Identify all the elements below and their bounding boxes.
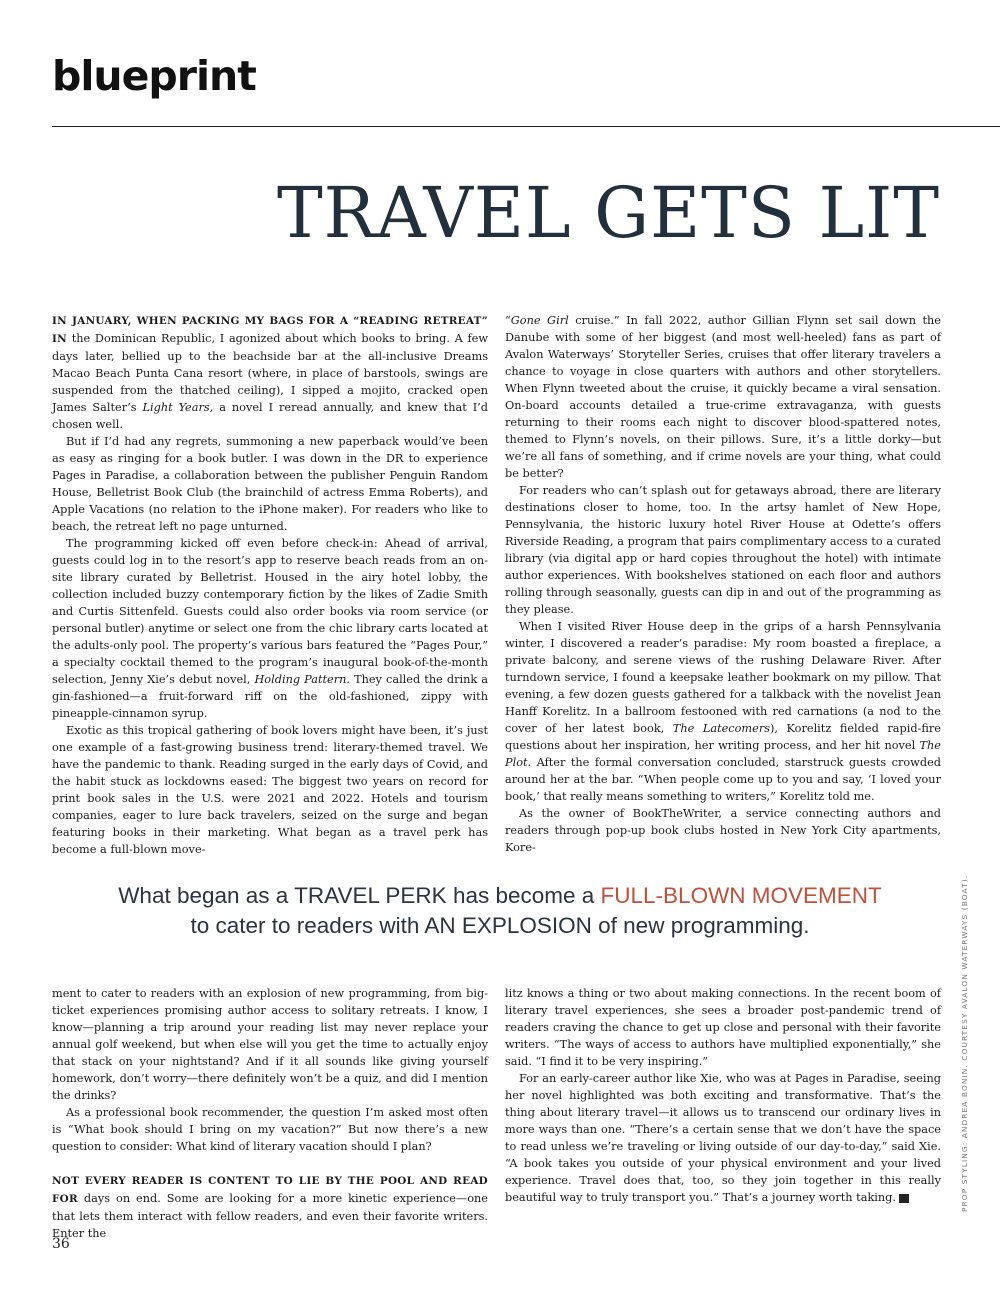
paragraph: NOT EVERY READER IS CONTENT TO LIE BY THE POOL AND READ FOR days on end. Some are looking for a more kinetic experience—one that lets them interact with fellow readers, and even their favorite writers. Enter the (52, 1175, 488, 1240)
paragraph: The programming kicked off even before check-in: Ahead of arrival, guests could log in to the resort’s app to reserve beach reads from an on-site library curated by Belletrist. Housed in the airy hotel lobby, the collection included buzzy contemporary fiction by the likes of Zadie Smith and Curtis Sittenfeld. Guests could also order books via room service (or personal butler) anytime or select one from the chic library carts located at the adults-only pool. The property’s various bars featured the “Pages Pour,” a specialty cocktail themed to the program’s inaugural book-of-the-month selection, Jenny Xie’s debut novel, Holding Pattern. They called the drink a gin-fashioned—a fruit-forward riff on the old-fashioned, zippy with pineapple-cinnamon syrup. (52, 537, 489, 720)
paragraph: When I visited River House deep in the grips of a harsh Pennsylvania winter, I discovered a reader’s paradise: My room boasted a fireplace, a private balcony, and serene views of the rushing Delaware River. After turndown service, I found a keepsake leather bookmark on my pillow. That evening, a few dozen guests gathered for a talkback with the novelist Jean Hanff Korelitz. In a ballroom festooned with red carnations (a nod to the cover of her latest book, The Latecomers), Korelitz fielded rapid-fire questions about her inspiration, her writing process, and her hit novel The Plot. After the formal conversation concluded, starstruck guests crowded around her at the bar. “When people come up to you and say, ‘I loved your book,’ that really means something to writers,” Korelitz told me. (505, 620, 941, 803)
end-mark-icon: C (899, 1194, 909, 1203)
header-rule (52, 126, 1000, 127)
lead-in: NOT EVERY READER IS CONTENT TO LIE BY THE POOL AND READ FOR (52, 1175, 488, 1205)
section-label: blueprint (52, 52, 256, 100)
paragraph: IN JANUARY, WHEN PACKING MY BAGS FOR A “READING RETREAT” IN the Dominican Republic, I agonized about which books to bring. A few days later, bellied up to the beachside bar at the all-inclusive Dreams Macao Beach Punta Cana resort (where, in place of barstools, swings are suspended from the thatched ceiling), I sipped a mojito, cracked open James Salter’s Light Years, a novel I reread annually, and knew that I’d chosen well. (52, 315, 489, 431)
paragraph: For readers who can’t splash out for getaways abroad, there are literary destinations closer to home, too. In the artsy hamlet of New Hope, Pennsylvania, the historic luxury hotel River House at Odette’s offers Riverside Reading, a program that pairs complimentary access to a curated library (via digital app or hard copies throughout the hotel) with intimate author experiences. With bookshelves stationed on each floor and authors rolling through seasonally, guests can dip in and out of the programming as they please. (505, 484, 941, 616)
photo-credit: PROP STYLING: ANDREA BONIN. COURTESY AVALON WATERWAYS (BOAT). (960, 874, 969, 1212)
column-2-top (505, 312, 941, 856)
pull-quote-accent: FULL-BLOWN MOVEMENT (600, 883, 882, 908)
paragraph: ment to cater to readers with an explosion of new programming, from big-ticket experiences promising author access to solitary retreats. I know, I know—planning a trip around your reading list may never replace your annual golf weekend, but when else will you get the time to actually enjoy that stack on your nightstand? And if it all sounds like giving yourself homework, don’t worry—there definitely won’t be a quiz, and did I mention the drinks? (52, 987, 488, 1102)
lead-in: IN JANUARY, WHEN PACKING MY BAGS FOR A “READING RETREAT” IN (52, 315, 488, 345)
paragraph: “Gone Girl cruise.” In fall 2022, author Gillian Flynn set sail down the Danube with some of her biggest (and most well-heeled) fans as part of Avalon Waterways’ Storyteller Series, cruises that offer literary travelers a chance to voyage in close quarters with authors and other storytellers. When Flynn tweeted about the cruise, it quickly became a viral sensation. On-board accounts detailed a true-crime extravaganza, with guests returning to their rooms each night to discover blood-spattered notes, themed to Flynn’s novels, on their pillows. Sure, it’s a little dorky—but we’re all fans of something, and if crime novels are your thing, what could be better? (505, 314, 941, 480)
paragraph: For an early-career author like Xie, who was at Pages in Paradise, seeing her novel highlighted was both exciting and transformative. That’s the thing about literary travel—it allows us to transcend our ordinary lives in more ways than one. “There’s a certain sense that we don’t have the space to read unless we’re traveling or living outside of our day-to-day,” said Xie. “A book takes you outside of your physical environment and your lived experience. Travel does that, too, so they join together in this really beautiful way to truly transport you.” That’s a journey worth taking. C (505, 1072, 941, 1204)
paragraph: As a professional book recommender, the question I’m asked most often is “What book should I bring on my vacation?” But now there’s a new question to consider: What kind of literary vacation should I plan? (52, 1106, 488, 1153)
paragraph: litz knows a thing or two about making connections. In the recent boom of literary travel experiences, she sees a broader post-pandemic trend of readers craving the chance to get up close and personal with their favorite writers. “The ways of access to authors have multiplied exponentially,” she said. “I find it to be very inspiring.” (505, 987, 941, 1068)
pull-quote: What began as a TRAVEL PERK has become a FULL-BLOWN MOVEMENT to cater to readers with AN EXPLOSION of new programming. (118, 883, 882, 938)
paragraph: As the owner of BookTheWriter, a service connecting authors and readers through pop-up book clubs hosted in New York City apartments, Kore- (505, 807, 941, 854)
article-headline: TRAVEL GETS LIT (276, 172, 940, 254)
page-number: 36 (52, 1236, 70, 1252)
paragraph: Exotic as this tropical gathering of book lovers might have been, it’s just one example of a fast-growing business trend: literary-themed travel. We have the pandemic to thank. Reading surged in the early days of Covid, and the habit stuck as lockdowns eased: The biggest two years on record for print book sales in the U.S. were 2021 and 2022. Hotels and tourism companies, eager to lure back travelers, seized on the surge and began featuring books in their marketing. What began as a travel perk has become a full-blown move- (52, 724, 488, 856)
column-1-bottom (52, 985, 488, 1242)
column-2-bottom (505, 985, 941, 1206)
column-1-top (52, 312, 488, 858)
paragraph: But if I’d had any regrets, summoning a new paperback would’ve been as easy as ringing for a book butler. I was down in the DR to experience Pages in Paradise, a collaboration between the publisher Penguin Random House, Belletrist Book Club (the brainchild of actress Emma Roberts), and Apple Vacations (no relation to the iPhone maker). For readers who like to beach, the retreat left no page unturned. (52, 435, 488, 533)
